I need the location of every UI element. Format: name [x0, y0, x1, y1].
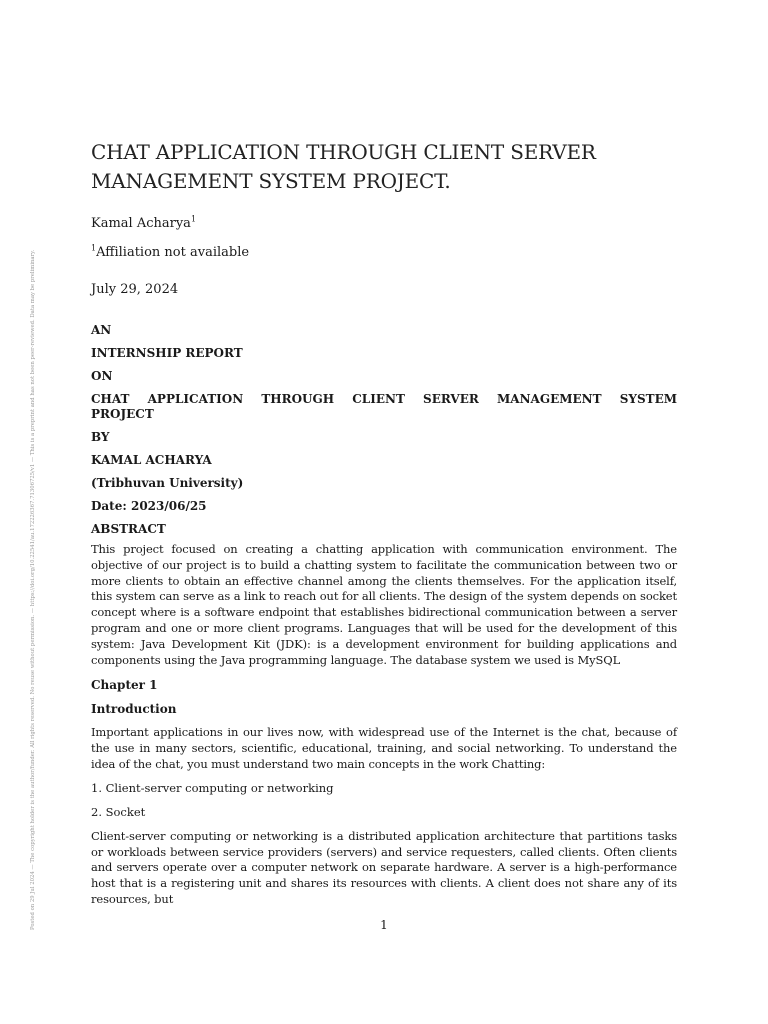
- chapter-intro-text: Important applications in our lives now, with widespread use of the Internet is the chat, because of the use in many sectors, scientific, educational, training, and social networking. To understand the idea of the chat, you must understand two main concepts in the work Chatting:: [91, 725, 677, 771]
- affiliation-marker: 1: [91, 243, 97, 253]
- affiliation-line: [91, 244, 677, 262]
- report-author: KAMAL ACHARYA: [91, 453, 212, 467]
- chapter-body-text: Client-server computing or networking is a distributed application architecture that partitions tasks or workloads between service providers (servers) and service requesters, called clients. Often clients and servers operate over a computer network on separate hardware. A server is a high-performance host that is a registering unit and shares its resources with clients. A client does not share any of its resources, but: [91, 828, 677, 906]
- author-affiliation-marker: 1: [190, 214, 197, 224]
- author-name: Kamal Acharya: [91, 216, 191, 231]
- author-line: [91, 215, 677, 233]
- list-item: 2. Socket: [91, 804, 146, 819]
- report-line-on: ON: [91, 369, 113, 383]
- chapter-heading: Chapter 1: [91, 678, 158, 693]
- abstract-text: This project focused on creating a chatting application with communication environment. The objective of our project is to build a chatting system to facilitate the communication between two or more clients to obtain an effective channel among the clients themselves. For the application itself, this system can serve as a link to reach out for all clients. The design of the system depends on socket concept where is a software endpoint that establishes bidirectional communication between a server program and one or more client programs. Languages that will be used for the development of this system: Java Development Kit (JDK): is a development environment for building applications and components using the Java programming language. The database system we used is MySQL: [91, 542, 677, 667]
- report-line-by: BY: [91, 430, 110, 444]
- paper-page: [91, 138, 677, 908]
- report-project-title-cont: PROJECT: [91, 407, 154, 421]
- report-line-internship: INTERNSHIP REPORT: [91, 346, 243, 360]
- report-date: Date: 2023/06/25: [91, 499, 207, 513]
- sidebar-notice-text: Posted on 29 Jul 2024 — The copyright holder is the author/funder. All rights reserved. No reuse without permission. — https://doi.org/10.22541/au.172226367.71306725/v1 — This is a preprint and has not been peer-reviewed. Data may be preliminary.: [30, 249, 36, 930]
- abstract-heading: ABSTRACT: [91, 522, 166, 536]
- page-number: 1: [380, 918, 388, 932]
- publication-date: July 29, 2024: [91, 282, 179, 297]
- list-item: 1. Client-server computing or networking: [91, 780, 334, 795]
- paper-title: CHAT APPLICATION THROUGH CLIENT SERVER MANAGEMENT SYSTEM PROJECT.: [91, 140, 596, 193]
- report-university: (Tribhuvan University): [91, 476, 244, 490]
- report-line-an: AN: [91, 323, 112, 337]
- report-project-title: CHAT APPLICATION THROUGH CLIENT SERVER MANAGEMENT SYSTEM: [91, 392, 677, 406]
- chapter-subheading: Introduction: [91, 702, 177, 717]
- affiliation-text: Affiliation not available: [96, 245, 250, 260]
- preprint-sidebar-notice: [27, 130, 39, 930]
